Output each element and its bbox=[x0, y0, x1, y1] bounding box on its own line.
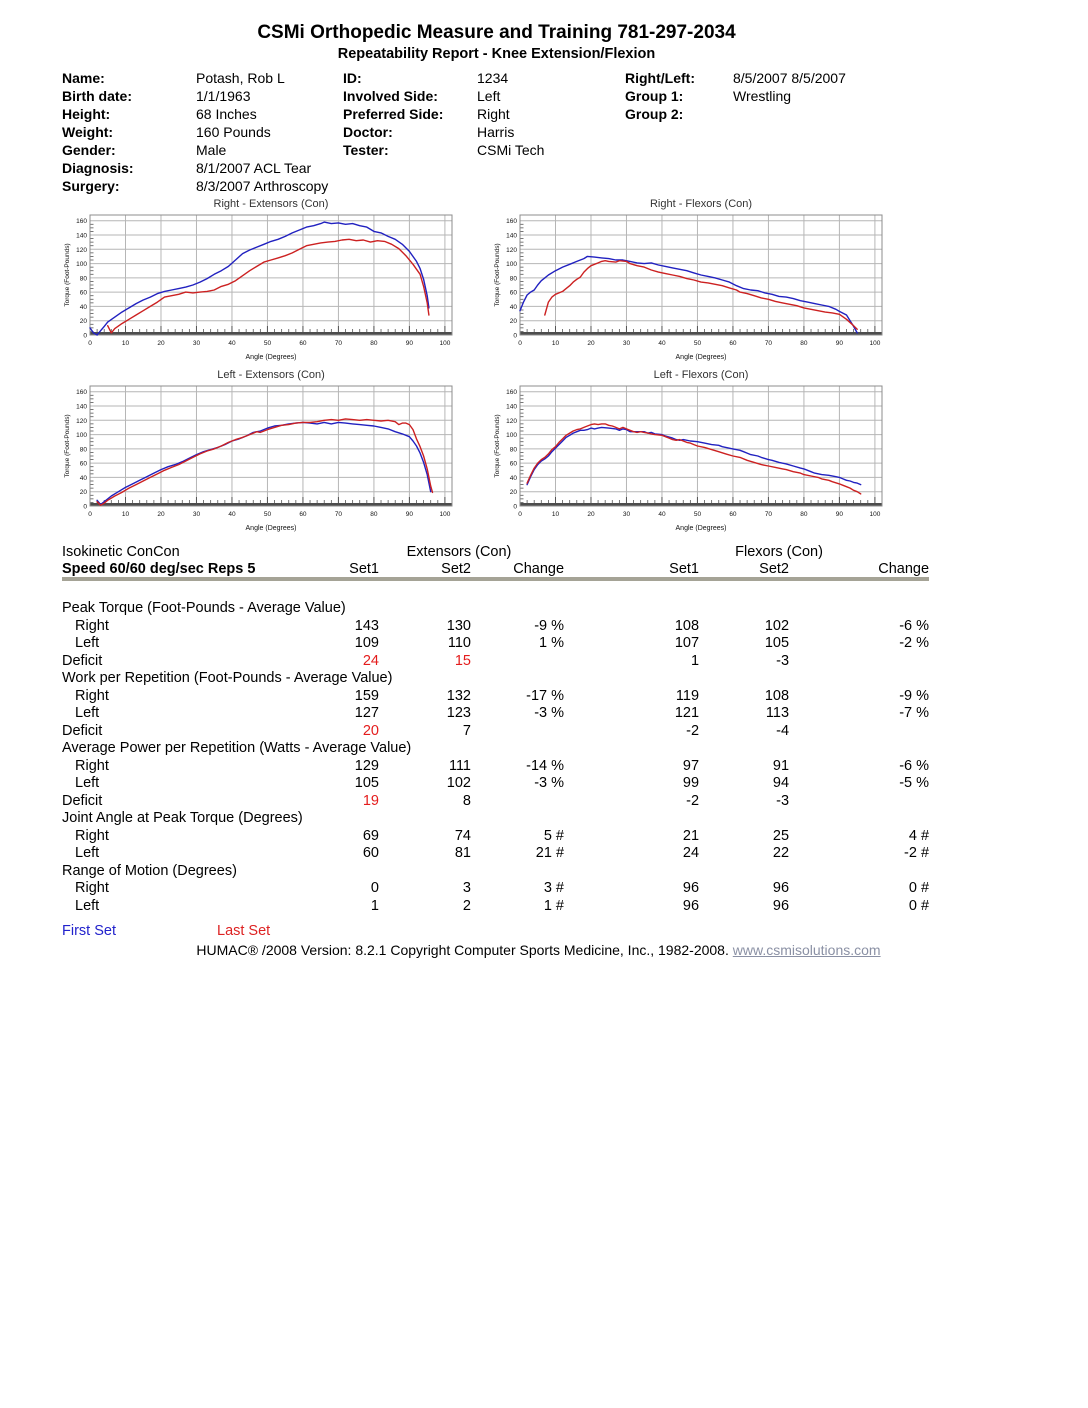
header-divider-row bbox=[62, 579, 929, 599]
value-cell: 81 bbox=[454, 845, 471, 861]
y-tick-label: 0 bbox=[83, 503, 87, 511]
patient-info-label: Group 2: bbox=[625, 106, 684, 122]
chart-canvas bbox=[62, 212, 456, 362]
patient-info-row bbox=[62, 69, 343, 87]
section-title-row bbox=[62, 861, 929, 879]
charts-grid bbox=[62, 198, 888, 533]
plot-background bbox=[90, 215, 452, 335]
patient-info-row bbox=[343, 105, 625, 123]
y-tick-label: 100 bbox=[76, 261, 87, 269]
x-tick-label: 20 bbox=[157, 340, 165, 347]
value-cell: 69 bbox=[362, 827, 379, 844]
patient-info-label: Surgery: bbox=[62, 178, 120, 194]
y-tick-label: 160 bbox=[506, 218, 517, 226]
row-label: Deficit bbox=[62, 722, 103, 739]
y-tick-label: 160 bbox=[76, 389, 87, 397]
value-cell: 24 bbox=[682, 845, 700, 861]
patient-info-row bbox=[62, 141, 343, 159]
row-label: Deficit bbox=[62, 652, 103, 669]
x-tick-label: 90 bbox=[835, 511, 844, 518]
patient-info-label: Birth date: bbox=[62, 88, 132, 104]
patient-info-row bbox=[343, 141, 625, 159]
value-cell: 108 bbox=[764, 687, 790, 704]
section-title-average-power-per-repetition-watts-average-value: Average Power per Repetition (Watts - Average Value) bbox=[62, 740, 412, 756]
x-tick-label: 60 bbox=[299, 340, 307, 347]
x-tick-label: 0 bbox=[518, 511, 522, 518]
y-tick-label: 40 bbox=[79, 474, 87, 482]
x-axis-label: Angle (Degrees) bbox=[245, 525, 297, 532]
patient-info-value: 8/5/2007 8/5/2007 bbox=[733, 70, 846, 86]
table-row-peak-torque-foot-pounds-average-value-deficit bbox=[62, 651, 929, 669]
value-cell: 113 bbox=[765, 705, 790, 721]
y-tick-label: 100 bbox=[506, 261, 517, 269]
chart-title: Right - Flexors (Con) bbox=[649, 198, 753, 210]
column-header-set1: Set1 bbox=[349, 561, 379, 577]
x-tick-label: 30 bbox=[622, 340, 631, 347]
patient-info-column-3 bbox=[625, 69, 931, 195]
x-axis-label: Angle (Degrees) bbox=[675, 525, 727, 532]
x-tick-label: 80 bbox=[800, 511, 808, 518]
value-cell: 0 # bbox=[908, 897, 930, 914]
value-cell: 107 bbox=[674, 635, 700, 651]
value-cell: 25 bbox=[772, 827, 790, 844]
patient-info-row bbox=[62, 123, 343, 141]
patient-info-value: 68 Inches bbox=[196, 106, 257, 122]
value-cell: 24 bbox=[362, 652, 379, 669]
y-tick-label: 160 bbox=[76, 218, 87, 226]
patient-info-value: Male bbox=[196, 142, 227, 158]
patient-info-label: Doctor: bbox=[343, 124, 393, 140]
patient-info-label: Height: bbox=[62, 106, 111, 122]
value-cell: -3 % bbox=[534, 775, 565, 791]
value-cell: 7 bbox=[462, 722, 471, 739]
value-cell bbox=[789, 791, 929, 809]
section-title-row bbox=[62, 739, 929, 757]
y-axis-label: Torque (Foot-Pounds) bbox=[64, 243, 71, 307]
patient-info-label: Preferred Side: bbox=[343, 106, 444, 122]
table-row-joint-angle-at-peak-torque-degrees-right bbox=[62, 826, 929, 844]
y-tick-label: 20 bbox=[509, 318, 517, 326]
value-cell: -7 % bbox=[899, 705, 930, 721]
column-header-change: Change bbox=[513, 561, 565, 577]
value-cell: -14 % bbox=[526, 757, 565, 774]
value-cell: 21 bbox=[682, 827, 700, 844]
table-row-range-of-motion-degrees-right bbox=[62, 879, 929, 897]
y-tick-label: 80 bbox=[509, 275, 517, 283]
x-tick-label: 80 bbox=[370, 511, 378, 518]
row-label: Left bbox=[75, 845, 100, 861]
y-tick-label: 60 bbox=[79, 460, 87, 468]
value-cell bbox=[789, 721, 929, 739]
value-cell: 20 bbox=[362, 722, 379, 739]
value-cell: 110 bbox=[447, 635, 471, 651]
row-label: Right bbox=[75, 687, 109, 704]
value-cell: 21 # bbox=[535, 845, 565, 861]
x-tick-label: 50 bbox=[263, 511, 272, 518]
value-cell: 4 # bbox=[908, 827, 930, 844]
table-row-average-power-per-repetition-watts-average-value-right bbox=[62, 756, 929, 774]
value-cell: 121 bbox=[674, 705, 700, 721]
report-content bbox=[62, 22, 931, 958]
y-tick-label: 0 bbox=[513, 332, 517, 340]
y-tick-label: 20 bbox=[79, 489, 87, 497]
set-legend bbox=[62, 923, 931, 939]
x-tick-label: 20 bbox=[587, 340, 595, 347]
x-tick-label: 0 bbox=[88, 511, 92, 518]
x-tick-label: 0 bbox=[88, 340, 92, 347]
table-column-header-row bbox=[62, 560, 929, 580]
value-cell: 99 bbox=[682, 775, 700, 791]
value-cell: -9 % bbox=[899, 687, 930, 704]
y-tick-label: 60 bbox=[509, 289, 517, 297]
patient-info-row bbox=[62, 177, 343, 195]
patient-info-value: 8/1/2007 ACL Tear bbox=[196, 160, 312, 176]
value-cell: 3 bbox=[462, 880, 471, 896]
table-row-joint-angle-at-peak-torque-degrees-left bbox=[62, 844, 929, 862]
chart-title: Right - Extensors (Con) bbox=[213, 198, 329, 210]
x-tick-label: 30 bbox=[192, 511, 201, 518]
value-cell: 60 bbox=[362, 845, 379, 861]
value-cell: 105 bbox=[764, 635, 790, 651]
patient-info-row bbox=[625, 105, 931, 123]
x-tick-label: 10 bbox=[121, 511, 130, 518]
table-row-work-per-repetition-foot-pounds-average-value-left bbox=[62, 704, 929, 722]
value-cell: 129 bbox=[354, 757, 379, 774]
patient-info-row bbox=[62, 159, 343, 177]
value-cell: 1 bbox=[690, 652, 700, 669]
value-cell: 96 bbox=[772, 880, 790, 896]
y-tick-label: 60 bbox=[79, 289, 87, 297]
patient-info-column-2 bbox=[343, 69, 625, 195]
y-tick-label: 140 bbox=[506, 232, 517, 240]
y-tick-label: 20 bbox=[509, 489, 517, 497]
x-tick-label: 60 bbox=[729, 340, 737, 347]
value-cell: -6 % bbox=[899, 617, 930, 634]
patient-info-column-1 bbox=[62, 69, 343, 195]
x-tick-label: 50 bbox=[263, 340, 272, 347]
patient-info-row bbox=[343, 123, 625, 141]
value-cell: 94 bbox=[772, 775, 790, 791]
value-cell bbox=[471, 721, 564, 739]
footer-copyright-text: HUMAC® /2008 Version: 8.2.1 Copyright Computer Sports Medicine, Inc., 1982-2008. bbox=[196, 941, 729, 958]
patient-info-label: Involved Side: bbox=[343, 88, 438, 104]
x-tick-label: 30 bbox=[622, 511, 631, 518]
patient-info-row bbox=[343, 69, 625, 87]
row-label: Left bbox=[75, 635, 100, 651]
x-tick-label: 100 bbox=[439, 340, 451, 347]
value-cell: 15 bbox=[454, 652, 471, 669]
value-cell: -2 % bbox=[899, 635, 930, 651]
value-cell: 3 # bbox=[543, 880, 565, 896]
y-tick-label: 140 bbox=[76, 232, 87, 240]
x-tick-label: 50 bbox=[693, 511, 702, 518]
y-tick-label: 100 bbox=[506, 432, 517, 440]
patient-info-label: Weight: bbox=[62, 124, 114, 140]
x-tick-label: 80 bbox=[800, 340, 808, 347]
patient-info-label: Tester: bbox=[343, 142, 389, 158]
table-group-header-row bbox=[62, 542, 929, 560]
patient-info-row bbox=[62, 105, 343, 123]
patient-info-value: 160 Pounds bbox=[196, 124, 271, 140]
value-cell: -3 % bbox=[534, 705, 565, 721]
column-header-set1: Set1 bbox=[669, 561, 700, 577]
value-cell: 143 bbox=[354, 617, 379, 634]
patient-info-row bbox=[625, 69, 931, 87]
y-tick-label: 20 bbox=[79, 318, 87, 326]
y-tick-label: 80 bbox=[79, 446, 87, 454]
chart-canvas bbox=[62, 383, 456, 533]
chart-right-extensors-con bbox=[62, 198, 456, 362]
value-cell: 96 bbox=[682, 880, 700, 896]
y-tick-label: 0 bbox=[513, 503, 517, 511]
chart-left-flexors-con bbox=[492, 369, 886, 533]
y-tick-label: 120 bbox=[76, 417, 87, 425]
patient-info-row bbox=[625, 87, 931, 105]
value-cell: -2 bbox=[686, 792, 700, 809]
y-tick-label: 80 bbox=[509, 446, 517, 454]
legend-first-set: First Set bbox=[62, 922, 116, 939]
value-cell: 91 bbox=[772, 757, 790, 774]
value-cell: 127 bbox=[354, 705, 379, 721]
y-tick-label: 160 bbox=[506, 389, 517, 397]
row-label: Right bbox=[75, 827, 109, 844]
header-divider-rule bbox=[62, 579, 929, 599]
patient-info-value: 1/1/1963 bbox=[196, 88, 251, 104]
y-tick-label: 80 bbox=[79, 275, 87, 283]
value-cell: -2 bbox=[686, 722, 700, 739]
chart-canvas bbox=[492, 212, 886, 362]
patient-info-value: Right bbox=[477, 106, 510, 122]
results-table bbox=[62, 542, 929, 914]
value-cell: 1 # bbox=[543, 897, 565, 914]
value-cell: 96 bbox=[772, 897, 790, 914]
chart-canvas bbox=[492, 383, 886, 533]
value-cell: -17 % bbox=[526, 687, 565, 704]
x-tick-label: 70 bbox=[334, 511, 343, 518]
value-cell: 130 bbox=[446, 617, 471, 634]
section-title-row bbox=[62, 599, 929, 617]
value-cell: 159 bbox=[354, 687, 379, 704]
x-tick-label: 40 bbox=[228, 511, 236, 518]
x-tick-label: 90 bbox=[835, 340, 844, 347]
value-cell: 0 bbox=[370, 880, 379, 896]
value-cell: 102 bbox=[446, 775, 471, 791]
column-header-change: Change bbox=[878, 561, 930, 577]
value-cell: -5 % bbox=[899, 775, 930, 791]
x-tick-label: 80 bbox=[370, 340, 378, 347]
table-row-average-power-per-repetition-watts-average-value-deficit bbox=[62, 791, 929, 809]
x-tick-label: 20 bbox=[587, 511, 595, 518]
x-tick-label: 40 bbox=[658, 511, 666, 518]
x-tick-label: 40 bbox=[658, 340, 666, 347]
table-row-peak-torque-foot-pounds-average-value-right bbox=[62, 616, 929, 634]
section-title-row bbox=[62, 809, 929, 827]
value-cell bbox=[471, 791, 564, 809]
section-title-joint-angle-at-peak-torque-degrees: Joint Angle at Peak Torque (Degrees) bbox=[62, 810, 303, 826]
section-title-work-per-repetition-foot-pounds-average-value: Work per Repetition (Foot-Pounds - Average Value) bbox=[62, 670, 393, 686]
value-cell: 19 bbox=[362, 792, 379, 809]
value-cell: 2 bbox=[462, 897, 471, 914]
x-tick-label: 10 bbox=[121, 340, 130, 347]
value-cell: -4 bbox=[776, 722, 790, 739]
patient-info-value: 1234 bbox=[477, 70, 509, 86]
value-cell: 105 bbox=[354, 775, 379, 791]
value-cell: -3 bbox=[776, 652, 790, 669]
x-tick-label: 70 bbox=[764, 511, 773, 518]
extensors-group-header: Extensors (Con) bbox=[406, 543, 512, 560]
flexors-group-header: Flexors (Con) bbox=[735, 543, 823, 560]
y-tick-label: 120 bbox=[76, 246, 87, 254]
value-cell: 74 bbox=[454, 827, 471, 844]
value-cell: 102 bbox=[764, 617, 790, 634]
chart-title: Left - Extensors (Con) bbox=[217, 369, 325, 381]
value-cell: -6 % bbox=[899, 757, 930, 774]
value-cell bbox=[471, 651, 564, 669]
value-cell: 109 bbox=[354, 635, 379, 651]
patient-info-row bbox=[62, 87, 343, 105]
value-cell: 1 % bbox=[539, 635, 565, 651]
patient-info-value: Potash, Rob L bbox=[196, 70, 285, 86]
row-label: Left bbox=[75, 775, 100, 791]
footer-website-link[interactable]: www.csmisolutions.com bbox=[732, 941, 881, 958]
patient-info-label: Name: bbox=[62, 70, 105, 86]
x-tick-label: 100 bbox=[439, 511, 451, 518]
value-cell: -9 % bbox=[534, 617, 565, 634]
patient-info-block bbox=[62, 69, 931, 195]
x-axis-label: Angle (Degrees) bbox=[675, 354, 727, 361]
value-cell: 1 bbox=[370, 897, 379, 914]
row-label: Left bbox=[75, 897, 100, 914]
x-tick-label: 20 bbox=[157, 511, 165, 518]
x-axis-label: Angle (Degrees) bbox=[245, 354, 297, 361]
value-cell: 108 bbox=[674, 617, 700, 634]
y-tick-label: 120 bbox=[506, 246, 517, 254]
value-cell: 22 bbox=[772, 845, 790, 861]
x-tick-label: 60 bbox=[299, 511, 307, 518]
table-row-average-power-per-repetition-watts-average-value-left bbox=[62, 774, 929, 792]
section-title-range-of-motion-degrees: Range of Motion (Degrees) bbox=[62, 862, 237, 879]
patient-info-row bbox=[343, 87, 625, 105]
patient-info-label: Diagnosis: bbox=[62, 160, 134, 176]
report-title: CSMi Orthopedic Measure and Training 781-297-2034 bbox=[257, 22, 736, 43]
column-header-set2: Set2 bbox=[759, 561, 790, 577]
value-cell: 0 # bbox=[908, 880, 930, 896]
table-row-work-per-repetition-foot-pounds-average-value-deficit bbox=[62, 721, 929, 739]
x-tick-label: 70 bbox=[334, 340, 343, 347]
chart-right-flexors-con bbox=[492, 198, 886, 362]
row-label: Right bbox=[75, 757, 109, 774]
value-cell: 132 bbox=[446, 687, 471, 704]
value-cell: 119 bbox=[675, 687, 700, 704]
value-cell: 97 bbox=[682, 757, 700, 774]
legend-last-set: Last Set bbox=[217, 922, 271, 939]
chart-title: Left - Flexors (Con) bbox=[653, 369, 749, 381]
value-cell: 96 bbox=[682, 897, 700, 914]
y-tick-label: 0 bbox=[83, 332, 87, 340]
section-title-row bbox=[62, 669, 929, 687]
y-tick-label: 40 bbox=[509, 303, 517, 311]
x-tick-label: 70 bbox=[764, 340, 773, 347]
y-tick-label: 40 bbox=[79, 303, 87, 311]
plot-background bbox=[90, 386, 452, 506]
y-tick-label: 60 bbox=[509, 460, 517, 468]
value-cell: -2 # bbox=[904, 845, 930, 861]
report-subtitle: Repeatability Report - Knee Extension/Flexion bbox=[337, 46, 656, 62]
y-tick-label: 140 bbox=[506, 403, 517, 411]
x-tick-label: 10 bbox=[551, 340, 560, 347]
row-label: Left bbox=[75, 705, 100, 721]
row-label: Right bbox=[75, 880, 109, 896]
value-cell: -3 bbox=[776, 792, 790, 809]
patient-info-label: ID: bbox=[343, 70, 362, 86]
x-tick-label: 40 bbox=[228, 340, 236, 347]
patient-info-value: 8/3/2007 Arthroscopy bbox=[196, 178, 329, 194]
x-tick-label: 60 bbox=[729, 511, 737, 518]
x-tick-label: 10 bbox=[551, 511, 560, 518]
speed-label: Speed 60/60 deg/sec Reps 5 bbox=[62, 561, 256, 577]
row-label: Right bbox=[75, 617, 109, 634]
x-tick-label: 90 bbox=[405, 511, 414, 518]
patient-info-label: Gender: bbox=[62, 142, 116, 158]
table-row-range-of-motion-degrees-left bbox=[62, 896, 929, 914]
y-tick-label: 120 bbox=[506, 417, 517, 425]
table-left-header: Isokinetic ConCon bbox=[62, 543, 180, 560]
chart-left-extensors-con bbox=[62, 369, 456, 533]
value-cell: 5 # bbox=[543, 827, 565, 844]
section-title-peak-torque-foot-pounds-average-value: Peak Torque (Foot-Pounds - Average Value) bbox=[62, 600, 346, 616]
y-axis-label: Torque (Foot-Pounds) bbox=[64, 414, 71, 478]
table-row-peak-torque-foot-pounds-average-value-left bbox=[62, 634, 929, 652]
y-axis-label: Torque (Foot-Pounds) bbox=[494, 414, 501, 478]
footer bbox=[62, 942, 931, 958]
patient-info-value: Left bbox=[477, 88, 501, 104]
y-axis-label: Torque (Foot-Pounds) bbox=[494, 243, 501, 307]
value-cell: 111 bbox=[448, 757, 471, 774]
y-tick-label: 100 bbox=[76, 432, 87, 440]
row-label: Deficit bbox=[62, 792, 103, 809]
patient-info-value: CSMi Tech bbox=[477, 142, 545, 158]
y-tick-label: 40 bbox=[509, 474, 517, 482]
y-tick-label: 140 bbox=[76, 403, 87, 411]
x-tick-label: 0 bbox=[518, 340, 522, 347]
x-tick-label: 90 bbox=[405, 340, 414, 347]
x-tick-label: 30 bbox=[192, 340, 201, 347]
patient-info-label: Group 1: bbox=[625, 88, 684, 104]
patient-info-value: Wrestling bbox=[733, 88, 792, 104]
value-cell: 123 bbox=[446, 705, 471, 721]
table-row-work-per-repetition-foot-pounds-average-value-right bbox=[62, 686, 929, 704]
value-cell: 8 bbox=[462, 792, 471, 809]
patient-info-label: Right/Left: bbox=[625, 70, 695, 86]
value-cell bbox=[789, 651, 929, 669]
patient-info-value: Harris bbox=[477, 124, 515, 140]
column-header-set2: Set2 bbox=[441, 561, 471, 577]
x-tick-label: 100 bbox=[869, 511, 881, 518]
x-tick-label: 100 bbox=[869, 340, 881, 347]
x-tick-label: 50 bbox=[693, 340, 702, 347]
